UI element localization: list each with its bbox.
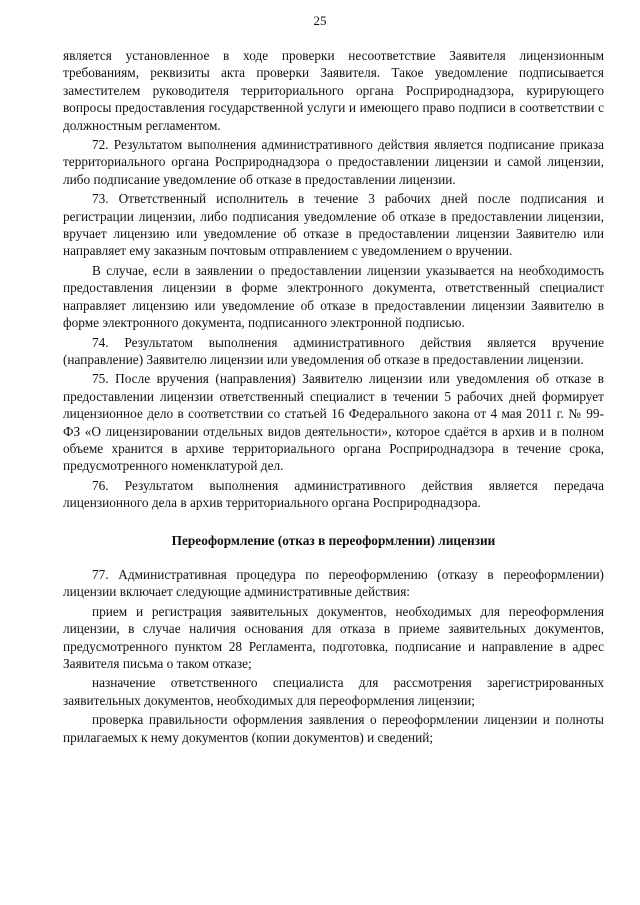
paragraph-electronic-form: В случае, если в заявлении о предоставлении лицензии указывается на необходимость предоставления лицензии в форме электронного документа, ответственный специалист направляет лицензию или уведомление об отказе в предоставлении лицензии Заявителю в форме электронного документа, подписанного электронной подписью. [63,262,604,331]
document-body [63,47,604,746]
paragraph-73: 73. Ответственный исполнитель в течение 3 рабочих дней после подписания и регистрации лицензии, либо подписания уведомление об отказе в предоставлении лицензии, вручает лицензию или уведомление об отказе в предоставлении лицензии Заявителю или направляет ему заказным почтовым отправлением с уведомлением о вручении. [63,191,604,259]
section-heading: Переоформление (отказ в переоформлении) лицензии [171,532,496,548]
list-item-assignment: назначение ответственного специалиста для рассмотрения зарегистрированных заявительных документов, необходимых для переоформления лицензии; [63,675,604,708]
paragraph-74: 74. Результатом выполнения административного действия является вручение (направление) Заявителю лицензии или уведомления об отказе в предоставлении лицензии. [63,334,604,367]
paragraph-77: 77. Административная процедура по переоформлению (отказу в переоформлении) лицензии включает следующие административные действия: [63,566,604,600]
paragraph-continuation: является установленное в ходе проверки несоответствие Заявителя лицензионным требованиям, реквизиты акта проверки Заявителя. Такое уведомление подписывается заместителем руководителя территориального органа Росприроднадзора, курирующего вопросы предоставления государственной услуги и имеющего право подписи в соответствии с должностным регламентом. [63,48,604,133]
list-item-verification: проверка правильности оформления заявления о переоформлении лицензии и полноты прилагаемых к нему документов (копии документов) и сведений; [63,712,604,745]
paragraph-75: 75. После вручения (направления) Заявителю лицензии или уведомления об отказе в предоставлении лицензии ответственный специалист в течении 5 рабочих дней формирует лицензионное дело в соответствии со статьей 16 Федерального закона от 4 мая 2011 г. № 99-ФЗ «О лицензировании отдельных видов деятельности», которое сдаётся в архив и в полном объеме хранится в архиве территориального органа Росприроднадзора в течение срока, предусмотренного номенклатурой дел. [63,371,604,474]
list-item-reception: прием и регистрация заявительных документов, необходимых для переоформления лицензии, в случае наличия основания для отказа в приеме заявительных документов, предусмотренного пунктом 28 Регламента, подготовка, подписание и направление в адрес Заявителя письма о таком отказе; [63,603,604,671]
paragraph-72: 72. Результатом выполнения административного действия является подписание приказа территориального органа Росприроднадзора о предоставлении лицензии и самой лицензии, либо подписание уведомление об отказе в предоставлении лицензии. [63,137,604,187]
paragraph-76: 76. Результатом выполнения административного действия является передача лицензионного дела в архив территориального органа Росприроднадзора. [63,477,604,511]
page-number: 25 [313,13,327,28]
